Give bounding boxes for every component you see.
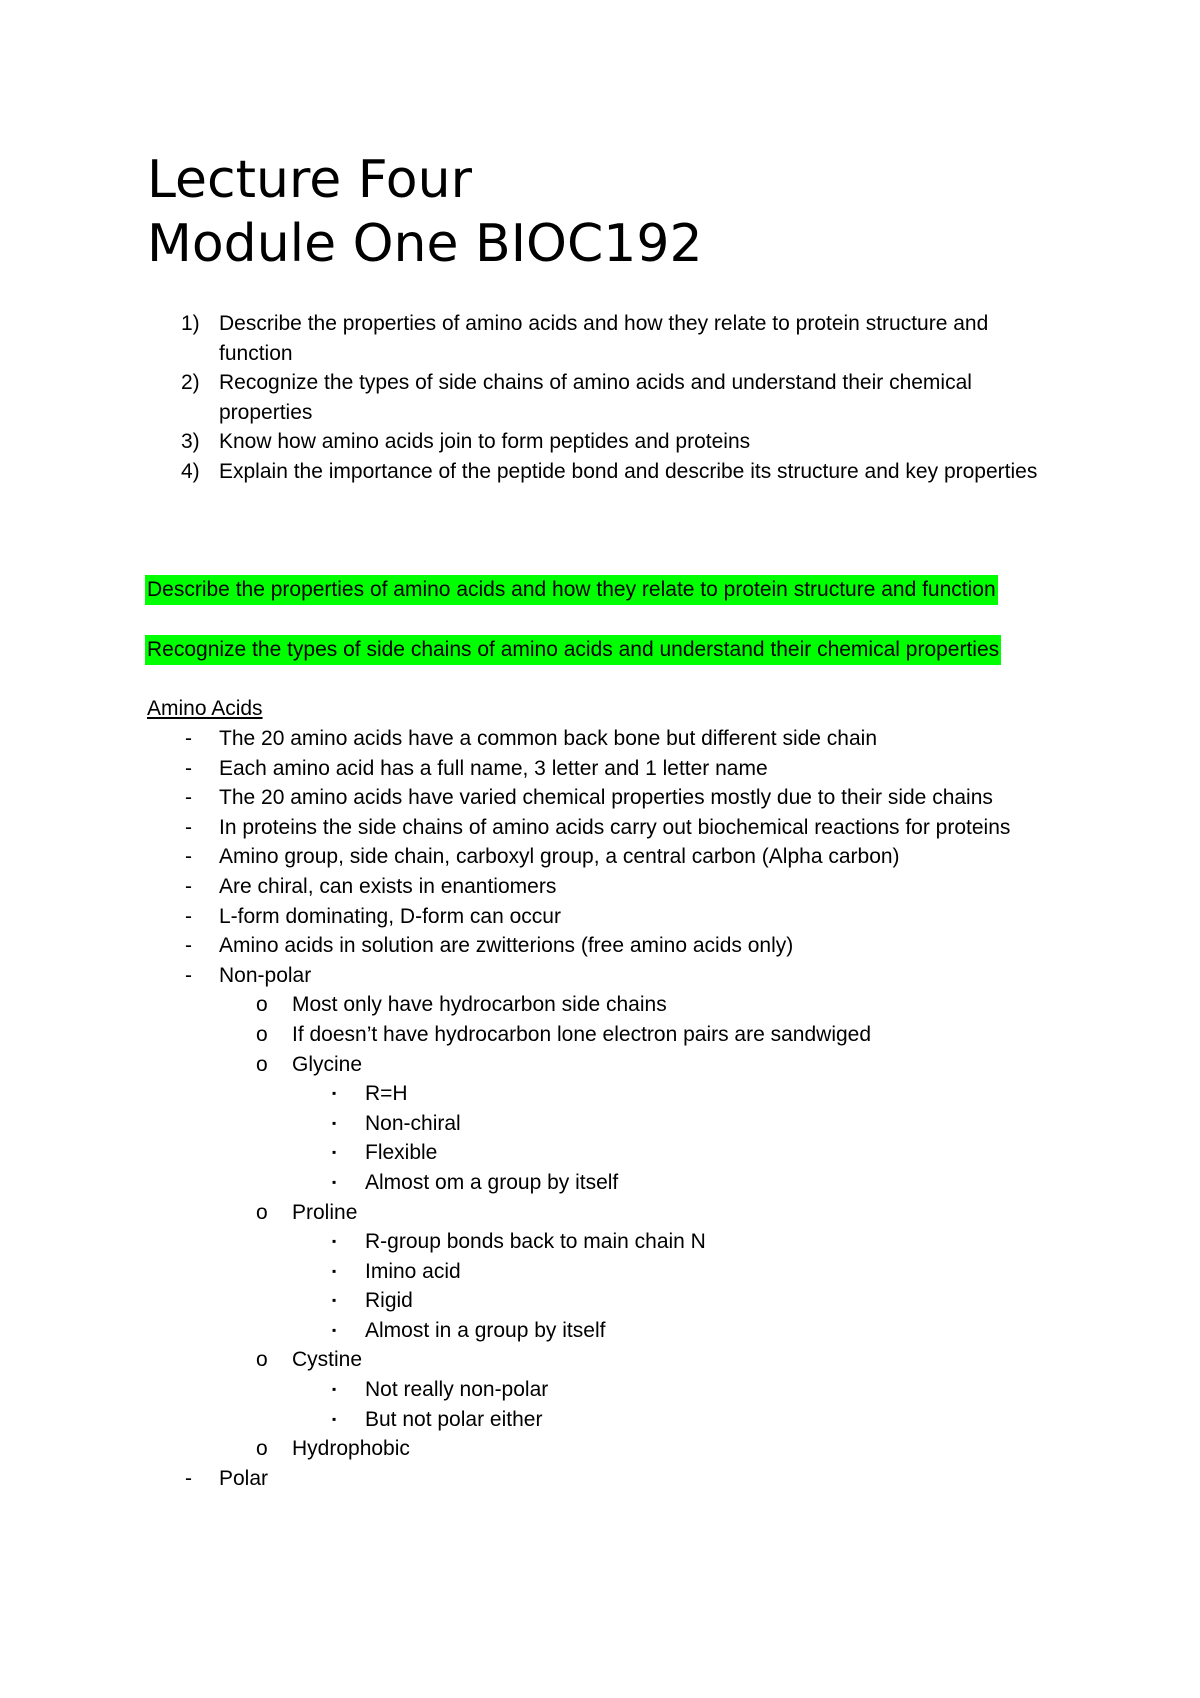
- note-text: Each amino acid has a full name, 3 letter and 1 letter name: [219, 756, 768, 780]
- note-item-level-2: [147, 1050, 1067, 1080]
- note-text: Not really non-polar: [365, 1378, 549, 1402]
- note-item-level-1: [147, 724, 1067, 754]
- note-text: But not polar either: [365, 1407, 543, 1431]
- bullet-marker: ▪: [332, 1174, 337, 1189]
- bullet-marker: ▪: [332, 1234, 337, 1249]
- note-item-level-1: [147, 872, 1067, 902]
- bullet-marker: -: [185, 874, 192, 898]
- objective-number: 1): [181, 312, 200, 335]
- note-text: Polar: [219, 1466, 269, 1490]
- note-item-level-3: [147, 1138, 1067, 1168]
- bullet-marker: o: [256, 1348, 268, 1372]
- note-text: Non-polar: [219, 963, 312, 987]
- bullet-marker: ▪: [332, 1145, 337, 1160]
- bullet-marker: o: [256, 1022, 268, 1046]
- objective-text: Recognize the types of side chains of amino acids and understand their chemical properties: [219, 371, 972, 424]
- note-item-level-3: [147, 1109, 1067, 1139]
- note-text: Rigid: [365, 1289, 413, 1313]
- note-text: Non-chiral: [365, 1111, 461, 1135]
- bullet-marker: -: [185, 904, 192, 928]
- note-item-level-2: [147, 1020, 1067, 1050]
- note-text: Imino acid: [365, 1259, 461, 1283]
- bullet-marker: o: [256, 1437, 268, 1461]
- objective-item: [147, 427, 1067, 457]
- objective-text: Describe the properties of amino acids and how they relate to protein structure and function: [219, 312, 989, 365]
- objective-number: 2): [181, 371, 200, 395]
- note-item-level-1: [147, 961, 1067, 991]
- note-item-level-2: [147, 990, 1067, 1020]
- note-item-level-3: [147, 1257, 1067, 1287]
- bullet-marker: -: [185, 727, 192, 750]
- bullet-marker: ▪: [332, 1115, 337, 1130]
- note-text: Most only have hydrocarbon side chains: [292, 993, 667, 1017]
- highlighted-heading-side-chains: Recognize the types of side chains of amino acids and understand their chemical properties: [145, 635, 1001, 665]
- bullet-marker: o: [256, 1200, 268, 1224]
- objective-number: 4): [181, 459, 200, 483]
- bullet-marker: o: [256, 1052, 268, 1076]
- note-item-level-2: [147, 1434, 1067, 1464]
- note-text: If doesn’t have hydrocarbon lone electron pairs are sandwiged: [292, 1022, 872, 1046]
- note-text: Amino acids in solution are zwitterions (free amino acids only): [219, 934, 794, 958]
- bullet-marker: -: [185, 815, 192, 839]
- note-item-level-1: [147, 1464, 1067, 1494]
- document-title: Lecture Four: [147, 150, 472, 210]
- note-text: Proline: [292, 1200, 358, 1224]
- bullet-marker: -: [185, 1466, 192, 1490]
- objective-text: Know how amino acids join to form peptides and proteins: [219, 430, 751, 454]
- learning-objectives-list: [147, 309, 1067, 487]
- note-item-level-3: [147, 1316, 1067, 1346]
- note-text: Almost om a group by itself: [365, 1170, 619, 1194]
- note-text: Almost in a group by itself: [365, 1318, 606, 1342]
- note-item-level-1: [147, 783, 1067, 813]
- bullet-marker: -: [185, 934, 192, 958]
- note-item-level-2: [147, 1345, 1067, 1375]
- bullet-marker: ▪: [332, 1293, 337, 1308]
- objective-text: Explain the importance of the peptide bond and describe its structure and key properties: [219, 459, 1038, 483]
- bullet-marker: ▪: [332, 1263, 337, 1278]
- note-text: Amino group, side chain, carboxyl group, a central carbon (Alpha carbon): [219, 845, 900, 869]
- bullet-marker: -: [185, 845, 192, 869]
- highlighted-heading-properties: Describe the properties of amino acids and how they relate to protein structure and function: [145, 575, 998, 605]
- note-item-level-3: [147, 1375, 1067, 1405]
- note-text: Flexible: [365, 1141, 438, 1165]
- note-item-level-1: [147, 902, 1067, 932]
- bullet-marker: o: [256, 993, 268, 1017]
- amino-acid-notes-list: [147, 724, 1067, 1493]
- note-text: The 20 amino acids have varied chemical properties mostly due to their side chains: [219, 786, 993, 810]
- note-item-level-1: [147, 754, 1067, 784]
- objective-item: [147, 368, 1067, 427]
- document-subtitle: Module One BIOC192: [147, 214, 703, 274]
- note-text: Hydrophobic: [292, 1437, 410, 1461]
- objective-number: 3): [181, 430, 200, 454]
- note-text: R=H: [365, 1082, 408, 1106]
- note-item-level-3: [147, 1405, 1067, 1435]
- note-text: Are chiral, can exists in enantiomers: [219, 874, 557, 898]
- bullet-marker: ▪: [332, 1382, 337, 1397]
- bullet-marker: -: [185, 963, 192, 987]
- note-text: R-group bonds back to main chain N: [365, 1230, 706, 1254]
- note-item-level-3: [147, 1079, 1067, 1109]
- note-item-level-1: [147, 813, 1067, 843]
- section-heading-amino-acids: Amino Acids: [147, 697, 263, 720]
- note-item-level-1: [147, 842, 1067, 872]
- note-item-level-3: [147, 1227, 1067, 1257]
- objective-item: [147, 309, 1067, 368]
- bullet-marker: ▪: [332, 1411, 337, 1426]
- note-item-level-2: [147, 1198, 1067, 1228]
- note-item-level-1: [147, 931, 1067, 961]
- note-text: Cystine: [292, 1348, 363, 1372]
- objective-item: [147, 457, 1067, 487]
- bullet-marker: ▪: [332, 1086, 337, 1101]
- note-item-level-3: [147, 1168, 1067, 1198]
- note-text: In proteins the side chains of amino acids carry out biochemical reactions for proteins: [219, 815, 1011, 839]
- bullet-marker: -: [185, 756, 192, 780]
- note-text: L-form dominating, D-form can occur: [219, 904, 561, 928]
- bullet-marker: ▪: [332, 1322, 337, 1337]
- note-text: Glycine: [292, 1052, 363, 1076]
- bullet-marker: -: [185, 786, 192, 810]
- note-item-level-3: [147, 1286, 1067, 1316]
- note-text: The 20 amino acids have a common back bone but different side chain: [219, 727, 878, 750]
